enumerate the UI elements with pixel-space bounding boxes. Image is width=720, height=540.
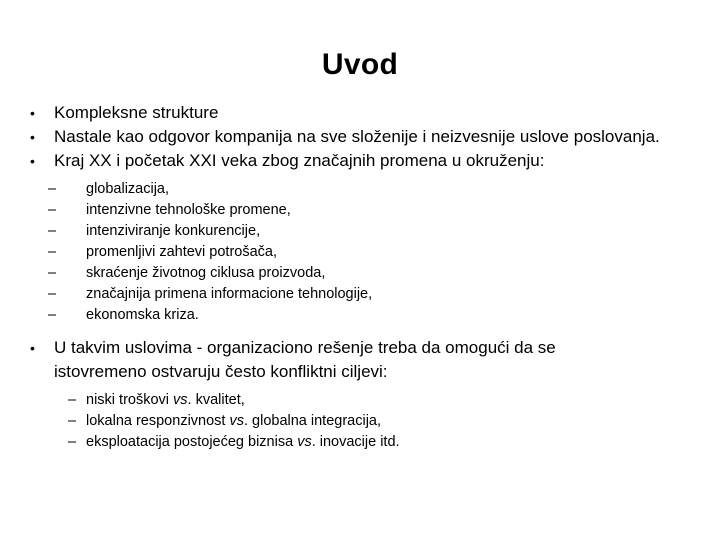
sub-bullet-text: promenljivi zahtevi potrošača, xyxy=(86,244,278,260)
bullet-item xyxy=(28,125,708,149)
sub-bullet-text: eksploatacija postojećeg biznisa xyxy=(86,434,298,450)
sub-bullet-item xyxy=(28,242,708,263)
bullet-item xyxy=(28,149,708,326)
slide-title: Uvod xyxy=(321,48,399,81)
sub-bullet-item xyxy=(28,284,708,305)
dash-icon: – xyxy=(48,244,57,260)
vs-text: vs xyxy=(229,413,244,429)
sub-bullet-list xyxy=(54,390,708,453)
sub-bullet-item xyxy=(54,390,708,411)
bullet-text: Kompleksne strukture xyxy=(54,103,219,122)
sub-bullet-item xyxy=(54,432,708,453)
bullet-item xyxy=(28,101,708,125)
dash-icon: – xyxy=(48,223,57,239)
dash-icon: – xyxy=(48,286,57,302)
sub-bullet-item xyxy=(28,179,708,200)
sub-bullet-text: niski troškovi xyxy=(86,392,174,408)
dash-icon: – xyxy=(48,307,57,323)
dash-icon: – xyxy=(68,434,77,450)
dash-icon: – xyxy=(48,181,57,197)
vs-text: vs xyxy=(173,392,188,408)
vs-text: vs xyxy=(297,434,312,450)
bullet-text: Kraj XX i početak XXI veka zbog značajnih promena u okruženju: xyxy=(54,151,545,170)
sub-bullet-text: . globalna integracija, xyxy=(243,413,382,429)
sub-bullet-item xyxy=(28,263,708,284)
sub-bullet-text: globalizacija, xyxy=(86,181,170,197)
bullet-text: Nastale kao odgovor kompanija na sve složenije i neizvesnije uslove poslovanja. xyxy=(54,127,660,146)
sub-bullet-item xyxy=(54,411,708,432)
sub-bullet-text: značajnija primena informacione tehnologije, xyxy=(86,286,373,302)
sub-bullet-text: ekonomska kriza. xyxy=(86,307,199,323)
sub-bullet-text: skraćenje životnog ciklusa proizvoda, xyxy=(86,265,326,281)
sub-bullet-item xyxy=(28,221,708,242)
bullet-item xyxy=(28,336,708,453)
dash-icon: – xyxy=(68,413,77,429)
sub-bullet-text: lokalna responzivnost xyxy=(86,413,230,429)
sub-bullet-list xyxy=(28,179,708,326)
sub-bullet-item xyxy=(28,305,708,326)
bullet-icon: • xyxy=(30,153,35,169)
bullet-text-line: U takvim uslovima - organizaciono rešenje treba da omogući da se xyxy=(54,338,556,357)
bullet-text-line: istovremeno ostvaruju često konfliktni ciljevi: xyxy=(54,362,388,381)
dash-icon: – xyxy=(48,265,57,281)
dash-icon: – xyxy=(68,392,77,408)
bullet-icon: • xyxy=(30,340,35,356)
slide-content xyxy=(28,101,708,453)
sub-bullet-text: intenzivne tehnološke promene, xyxy=(86,202,291,218)
main-bullet-list xyxy=(28,101,708,453)
sub-bullet-item xyxy=(28,200,708,221)
sub-bullet-text: intenziviranje konkurencije, xyxy=(86,223,261,239)
bullet-icon: • xyxy=(30,105,35,121)
sub-bullet-text: . kvalitet, xyxy=(187,392,245,408)
bullet-icon: • xyxy=(30,129,35,145)
sub-bullet-text: . inovacije itd. xyxy=(311,434,400,450)
dash-icon: – xyxy=(48,202,57,218)
